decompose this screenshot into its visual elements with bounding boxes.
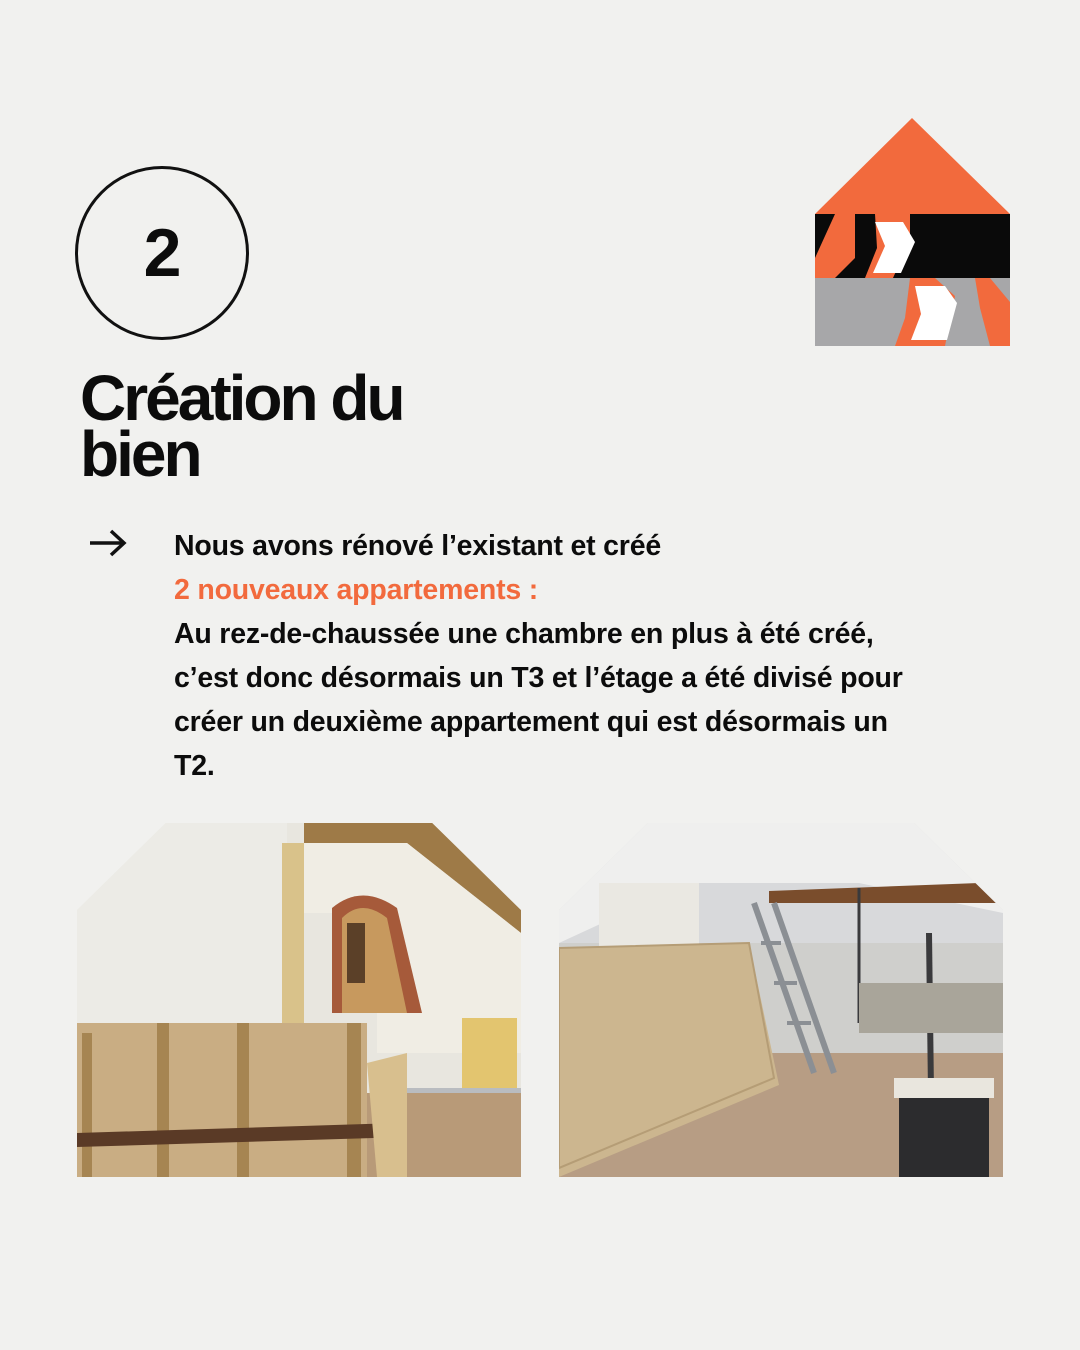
renovation-photo-1 [77,823,521,1177]
description [174,524,1024,788]
description-line-1: Nous avons rénové l’existant et créé [174,530,661,562]
description-line-3: Au rez-de-chaussée une chambre en plus à été créé, [174,618,874,650]
description-line-4: c’est donc désormais un T3 et l’étage a été divisé pour [174,662,903,694]
house-logo-icon [815,118,1010,346]
page-title [80,362,600,490]
description-line-6: T2. [174,750,215,782]
description-highlight: 2 nouveaux appartements : [174,574,539,606]
description-line-5: créer un deuxième appartement qui est désormais un [174,706,888,738]
renovation-photo-2 [559,823,1003,1177]
step-number: 2 [143,215,181,291]
arrow-right-icon [88,528,128,558]
title-line-2: bien [80,418,200,490]
title-line-1: Création du [80,362,403,434]
step-badge [75,166,249,340]
